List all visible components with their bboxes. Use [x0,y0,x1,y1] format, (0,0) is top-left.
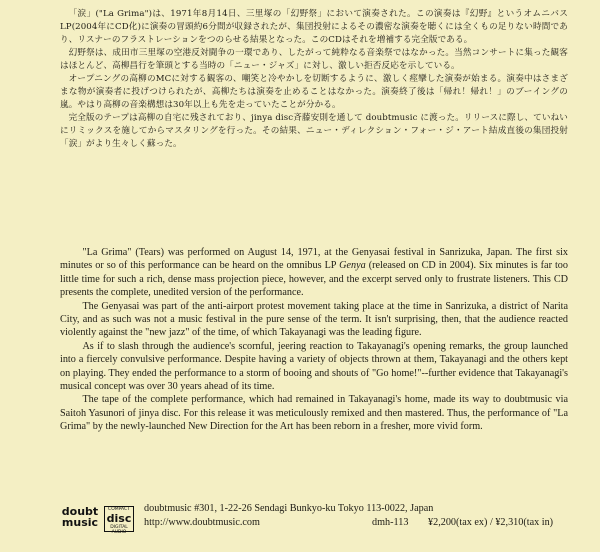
jp-paragraph: 「涙」("La Grima")は、1971年8月14日、三里塚の「幻野祭」において演奏された。この演奏は『幻野』というオムニバスLP(2004年にCD化)に演奏の冒頭約6分間が収録されたが、集団投射によるその濃密な演奏を聴くには全くもの足りない時間であり、リスナーのフラストレーションをつのらせる結果となった。このCDはそれを増補する完全版である。 [60,9,568,45]
en-text: (released on CD in 2004). Six minutes is far too little time for such a rich, dense mass projection piece, however, and the excerpt served only to frustrate listeners. This CD presents the complete, unedited version of the performance. [60,260,568,299]
label-address-block [144,502,584,529]
en-paragraph: The tape of the complete performance, which had remained in Takayanagi's home, made its way to doubtmusic via Saitoh Yasunori of jinya disc. For this release it was meticulously remixed and then mastered. Thus, the performance of "La Grima" by the newly-launched New Direction for the Art has been reborn in a fresher, more vivid form. [60,394,568,433]
cd-logo-bottom: DIGITAL AUDIO [110,525,128,535]
logo-line: doubt [61,505,99,518]
album-title-italic: Genya [339,260,366,272]
info-line [144,516,584,530]
catalog-number: dmh-113 [372,516,409,528]
logo-line: music [61,516,99,529]
en-paragraph: The Genyasai was part of the anti-airport protest movement taking place at the time in Sanrizuka, a district of Narita City, and as such was not a music festival in the pure sense of the term. It isn't surprising, then, that the audience reacted violently against the "new jazz" of the time, of which Takayanagi was the leading figure. [60,300,568,339]
footer [60,500,580,546]
compact-disc-logo [104,506,134,535]
jp-paragraph: 幻野祭は、成田市三里塚の空港反対闘争の一環であり、したがって純粋なる音楽祭ではなかった。当然コンサートに集った観客はほとんど、高柳昌行を筆頭とする当時の「ニュー・ジャズ」に対し、激しい拒否反応を示している。 [60,48,568,71]
jp-paragraph: オープニングの高柳のMCに対する観客の、嘲笑と冷やかしを切断するように、激しく痙攣した演奏が始まる。演奏中はさまざまな物が演奏者に投げつけられたが、高柳たちは演奏を止めることはなかった。演奏終了後は「帰れ！帰れ！」のブーイングの嵐。やはり高柳の音楽構想は30年以上も先を走っていたことが分かる。 [60,74,568,110]
japanese-liner-notes [60,8,568,151]
cd-logo-top: COMPACT [108,507,130,512]
en-paragraph: As if to slash through the audience's scornful, jeering reaction to Takayanagi's opening remarks, the group launched into a fiercely convulsive performance. Despite having a variety of objects thrown at them, Takayanagi and the others kept on playing. They ended the performance to a storm of booing and shouts of "Go home!"--further evidence that Takayanagi's musical concept was over 30 years ahead of its time. [60,340,568,393]
en-text: "La Grima" (Tears) was performed on August 14, 1971, at the Genyasai festival in Sanrizuka, Japan. The first six minutes or so of this performance can be heard on the omnibus LP [60,247,568,272]
doubtmusic-logo [60,506,100,540]
english-liner-notes [60,246,568,434]
price: ¥2,200(tax ex) / ¥2,310(tax in) [428,516,554,528]
address-line: doubtmusic #301, 1-22-26 Sendagi Bunkyo-ku Tokyo 113-0022, Japan [144,503,434,514]
website-url: http://www.doubtmusic.com [144,516,260,528]
en-paragraph [60,246,568,300]
jp-paragraph: 完全版のテープは高柳の自宅に残されており、jinya disc斉藤安則を通して doubtmusic に渡った。リリースに際し、ていねいにリミックスを施してからマスタリングを行った。その結果、ニュー・ディレクション・フォー・ジ・アート結成直後の集団投射「涙」がより生々しく蘇った。 [60,113,568,149]
cd-logo-text: disc [106,512,132,525]
